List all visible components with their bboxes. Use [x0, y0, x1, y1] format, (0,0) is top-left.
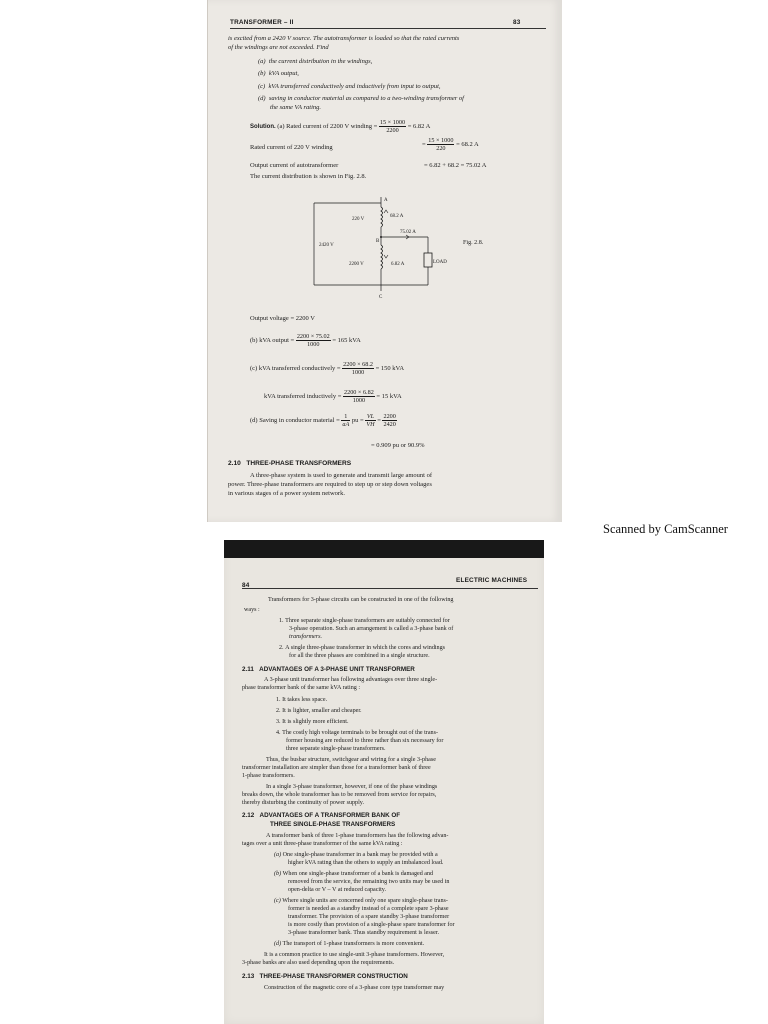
section-heading-2-10: 2.10 THREE-PHASE TRANSFORMERS — [228, 460, 352, 467]
page-number: 83 — [513, 19, 521, 26]
question-item: (a) the current distribution in the windings, — [258, 58, 373, 65]
terminal-c-label: C — [379, 295, 383, 300]
way-item-2-cont: for all the three phases are combined in a single structure. — [289, 653, 430, 659]
solution-line-d: The current distribution is shown in Fig. 2.8. — [250, 173, 367, 180]
page-number: 84 — [242, 582, 250, 589]
scanned-page-83 — [207, 0, 562, 522]
intro-line: ways : — [244, 607, 260, 613]
scanned-page-84 — [224, 540, 544, 1024]
section-heading-2-13: 2.13 THREE-PHASE TRANSFORMER CONSTRUCTION — [242, 973, 408, 980]
paragraph-line: transformer installation are simpler than those for a transformer bank of three — [242, 765, 431, 771]
scan-shadow-bar — [224, 540, 544, 558]
paragraph-line: breaks down, the whole transformer has to be removed from service for repairs, — [242, 792, 437, 798]
section-heading-2-12: 2.12 ADVANTAGES OF A TRANSFORMER BANK OF — [242, 812, 401, 819]
advantage-point: 1. It takes less space. — [276, 697, 328, 703]
advantage-point: 2. It is lighter, smaller and cheaper. — [276, 708, 362, 714]
calc-saving: (d) Saving in conductor material = $\frac{1}{aA}$ pu = $\frac{VL}{VH}$ = $\frac{2200}{2420}$ — [250, 413, 396, 428]
output-voltage: Output voltage = 2200 V — [250, 315, 315, 322]
advantage-point-cont: former housing are reduced to three rather than six necessary for — [286, 738, 444, 744]
current-arrow-icon — [384, 255, 388, 258]
paragraph-line: 3-phase banks are also used depending upon the requirements. — [242, 960, 395, 966]
intro-line: is excited from a 2420 V source. The autotransformer is loaded so that the rated currents — [228, 35, 460, 42]
autotransformer-circuit-diagram — [306, 193, 456, 301]
section-heading-2-12-cont: THREE SINGLE-PHASE TRANSFORMERS — [270, 821, 396, 828]
advantage-point: 3. It is slightly more efficient. — [276, 719, 349, 725]
intro-line: Transformers for 3-phase circuits can be constructed in one of the following — [268, 597, 454, 603]
way-item-1-cont: transformers. — [289, 634, 323, 640]
section-body-line: power. Three-phase transformers are required to step up or step down voltages — [228, 481, 432, 488]
bank-advantage-cont: removed from the service, the remaining two units may be used in — [288, 879, 450, 885]
load-label: LOAD — [433, 260, 447, 265]
terminal-b-label: B — [376, 239, 380, 244]
section-body-line: A 3-phase unit transformer has following advantages over three single- — [264, 677, 438, 683]
node-b-dot — [380, 236, 382, 238]
section-body-line: phase transformer bank of the same kVA rating : — [242, 685, 361, 691]
section-body-line: tages over a unit three-phase transformer of the same kVA rating : — [242, 841, 403, 847]
section-heading-2-11: 2.11 ADVANTAGES OF A 3-PHASE UNIT TRANSFORMER — [242, 666, 415, 673]
solution-line-c-label: Output current of autotransformer — [250, 162, 339, 169]
bank-advantage-cont: is more costly than provision of a single-phase spare transformer for — [288, 922, 455, 928]
calc-kva-inductive: kVA transferred inductively = $\frac{2200 \times 6.82}{1000}$ = 15 kVA — [264, 389, 402, 404]
way-item-1-cont: 3-phase operation. Such an arrangement is called a 3-phase bank of — [289, 626, 454, 632]
terminal-a-label: A — [384, 198, 388, 203]
voltage-220v-label: 220 V — [352, 217, 365, 222]
solution-line-b-label: Rated current of 220 V winding — [250, 144, 333, 151]
bank-advantage: (b) When one single-phase transformer of a bank is damaged and — [274, 871, 434, 877]
advantage-point-cont: three separate single-phase transformers. — [286, 746, 386, 752]
intro-line: of the windings are not exceeded. Find — [228, 44, 329, 51]
bank-advantage: (d) The transport of 1-phase transformers is more convenient. — [274, 941, 425, 947]
way-item-2: 2. A single three-phase transformer in which the cores and windings — [279, 645, 446, 651]
paragraph-line: 1-phase transformers. — [242, 773, 295, 779]
bank-advantage-cont: transformer. The provision of a spare standby 3-phase transformer — [288, 914, 450, 920]
calc-kva-conductive: (c) kVA transferred conductively = $\frac{2200 \times 68.2}{1000}$ = 150 kVA — [250, 361, 405, 376]
question-item: (d) saving in conductor material as compared to a two-winding transformer of — [258, 95, 464, 102]
current-75-label: 75.02 A — [400, 230, 416, 235]
winding-220v — [381, 207, 383, 227]
bank-advantage-cont: former is needed as a standby instead of a complete spare 3-phase — [288, 906, 449, 912]
paragraph-line: It is a common practice to use single-unit 3-phase transformers. However, — [264, 952, 445, 958]
winding-2200v — [381, 245, 383, 269]
running-header: TRANSFORMER – II — [230, 19, 294, 26]
section-body-line: A three-phase system is used to generate and transmit large amount of — [250, 472, 433, 479]
current-arrow-icon — [384, 210, 388, 213]
question-item: the same VA rating. — [270, 104, 322, 111]
current-682-label: 6.82 A — [391, 262, 405, 267]
current-68-label: 68.2 A — [390, 214, 404, 219]
question-item: (b) kVA output, — [258, 70, 299, 77]
bank-advantage-cont: higher kVA rating than the others to supply an imbalanced load. — [288, 860, 444, 866]
bank-advantage: (a) One single-phase transformer in a bank may be provided with a — [274, 852, 438, 858]
bank-advantage: (c) Where single units are concerned only one spare single-phase trans- — [274, 898, 448, 904]
bank-advantage-cont: open-delta or V – V at reduced capacity. — [288, 887, 386, 893]
paragraph-line: thereby disturbing the continuity of power supply. — [242, 800, 364, 806]
paragraph-line: Thus, the busbar structure, switchgear and wiring for a single 3-phase — [266, 757, 436, 763]
section-body-line: Construction of the magnetic core of a 3-phase core type transformer may — [264, 985, 445, 991]
question-item: (c) kVA transferred conductively and inductively from input to output, — [258, 83, 441, 90]
voltage-2200v-label: 2200 V — [349, 262, 364, 267]
way-item-1: 1. Three separate single-phase transformers are suitably connected for — [279, 618, 450, 624]
voltage-2420v-label: 2420 V — [319, 243, 334, 248]
saving-result: = 0.909 pu or 90.9% — [371, 442, 425, 449]
section-body-line: A transformer bank of three 1-phase transformers has the following advan- — [266, 833, 449, 839]
scanner-watermark: Scanned by CamScanner — [603, 522, 728, 536]
solution-line-a: Solution. (a) Rated current of 2200 V winding = $\frac{15 \times 1000}{2200}$ = 6.82 A — [250, 119, 431, 134]
calc-kva-output: (b) kVA output = $\frac{2200 \times 75.02}{1000}$ = 165 kVA — [250, 333, 361, 348]
advantage-point: 4. The costly high voltage terminals to be brought out of the trans- — [276, 730, 438, 736]
bank-advantage-cont: 3-phase transformer bank. Thus standby requirement is lesser. — [288, 930, 440, 936]
header-rule — [230, 28, 546, 29]
running-header: ELECTRIC MACHINES — [456, 577, 528, 584]
figure-caption: Fig. 2.8. — [463, 240, 484, 246]
solution-line-b-value: = $\frac{15 \times 1000}{220}$ = 68.2 A — [422, 137, 479, 152]
header-rule — [242, 588, 538, 589]
section-body-line: in various stages of a power system network. — [228, 490, 345, 497]
figure-2-8-circuit — [306, 193, 456, 301]
load-box — [424, 253, 432, 267]
paragraph-line: In a single 3-phase transformer, however, if one of the phase windings — [266, 784, 438, 790]
solution-line-c-value: = 6.82 + 68.2 = 75.02 A — [424, 162, 487, 169]
